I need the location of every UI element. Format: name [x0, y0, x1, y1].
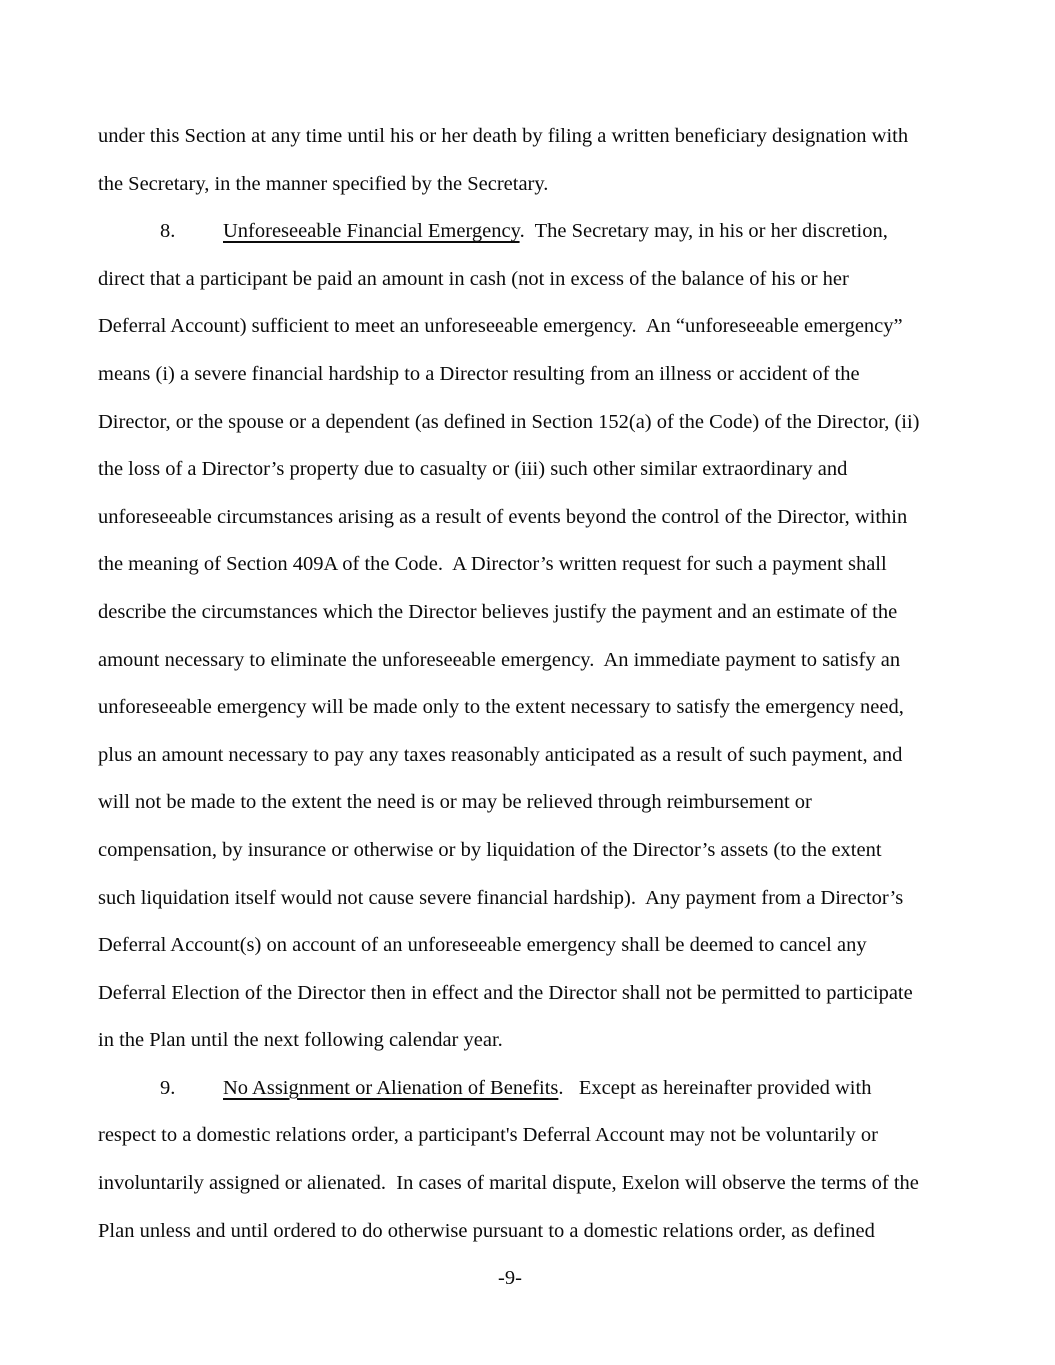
- section-9-body-text: . Except as hereinafter provided with respect to a domestic relations order, a participant's Deferral Account may not be voluntarily or involuntarily assigned or alienated. In cases of marital dispute, Exelon will observe the terms of the Plan unless and until ordered to do otherwise pursuant to a domestic relations order, as defined: [98, 1076, 925, 1242]
- section-9-number: 9.: [160, 1076, 176, 1099]
- section-8-body-text: . The Secretary may, in his or her discretion, direct that a participant be paid an amount in cash (not in excess of the balance of his or her Deferral Account) sufficient to meet an unforeseeable emergency. An “unforeseeable emergency” means (i) a severe financial hardship to a Director resulting from an illness or accident of the Director, or the spouse or a dependent (as defined in Section 152(a) of the Code) of the Director, (ii) the loss of a Director’s property due to casualty or (iii) such other similar extraordinary and unforeseeable circumstances arising as a result of events beyond the control of the Director, within the meaning of Section 409A of the Code. A Director’s written request for such a payment shall describe the circumstances which the Director believes justify the payment and an estimate of the amount necessary to eliminate the unforeseeable emergency. An immediate payment to satisfy an unforeseeable emergency will be made only to the extent necessary to satisfy the emergency need, plus an amount necessary to pay any taxes reasonably anticipated as a result of such payment, and will not be made to the extent the need is or may be relieved through reimbursement or compensation, by insurance or otherwise or by liquidation of the Director’s assets (to the extent such liquidation itself would not cause severe financial hardship). Any payment from a Director’s Deferral Account(s) on account of an unforeseeable emergency shall be deemed to cancel any Deferral Election of the Director then in effect and the Director shall not be permitted to participate in the Plan until the next following calendar year.: [98, 220, 925, 1052]
- section-8-heading: Unforeseeable Financial Emergency: [223, 220, 520, 243]
- section-9-paragraph: [98, 1065, 925, 1255]
- section-8-paragraph: [98, 208, 925, 1065]
- document-text-block: [98, 113, 925, 1293]
- section-8-number: 8.: [160, 220, 176, 243]
- paragraph-beneficiary-continuation: under this Section at any time until his or her death by filing a written beneficiary designation with the Secretary, in the manner specified by the Secretary.: [98, 125, 914, 195]
- section-9-heading: No Assignment or Alienation of Benefits: [223, 1076, 559, 1099]
- page-footer: [98, 1263, 922, 1293]
- page-number: -9-: [498, 1267, 522, 1290]
